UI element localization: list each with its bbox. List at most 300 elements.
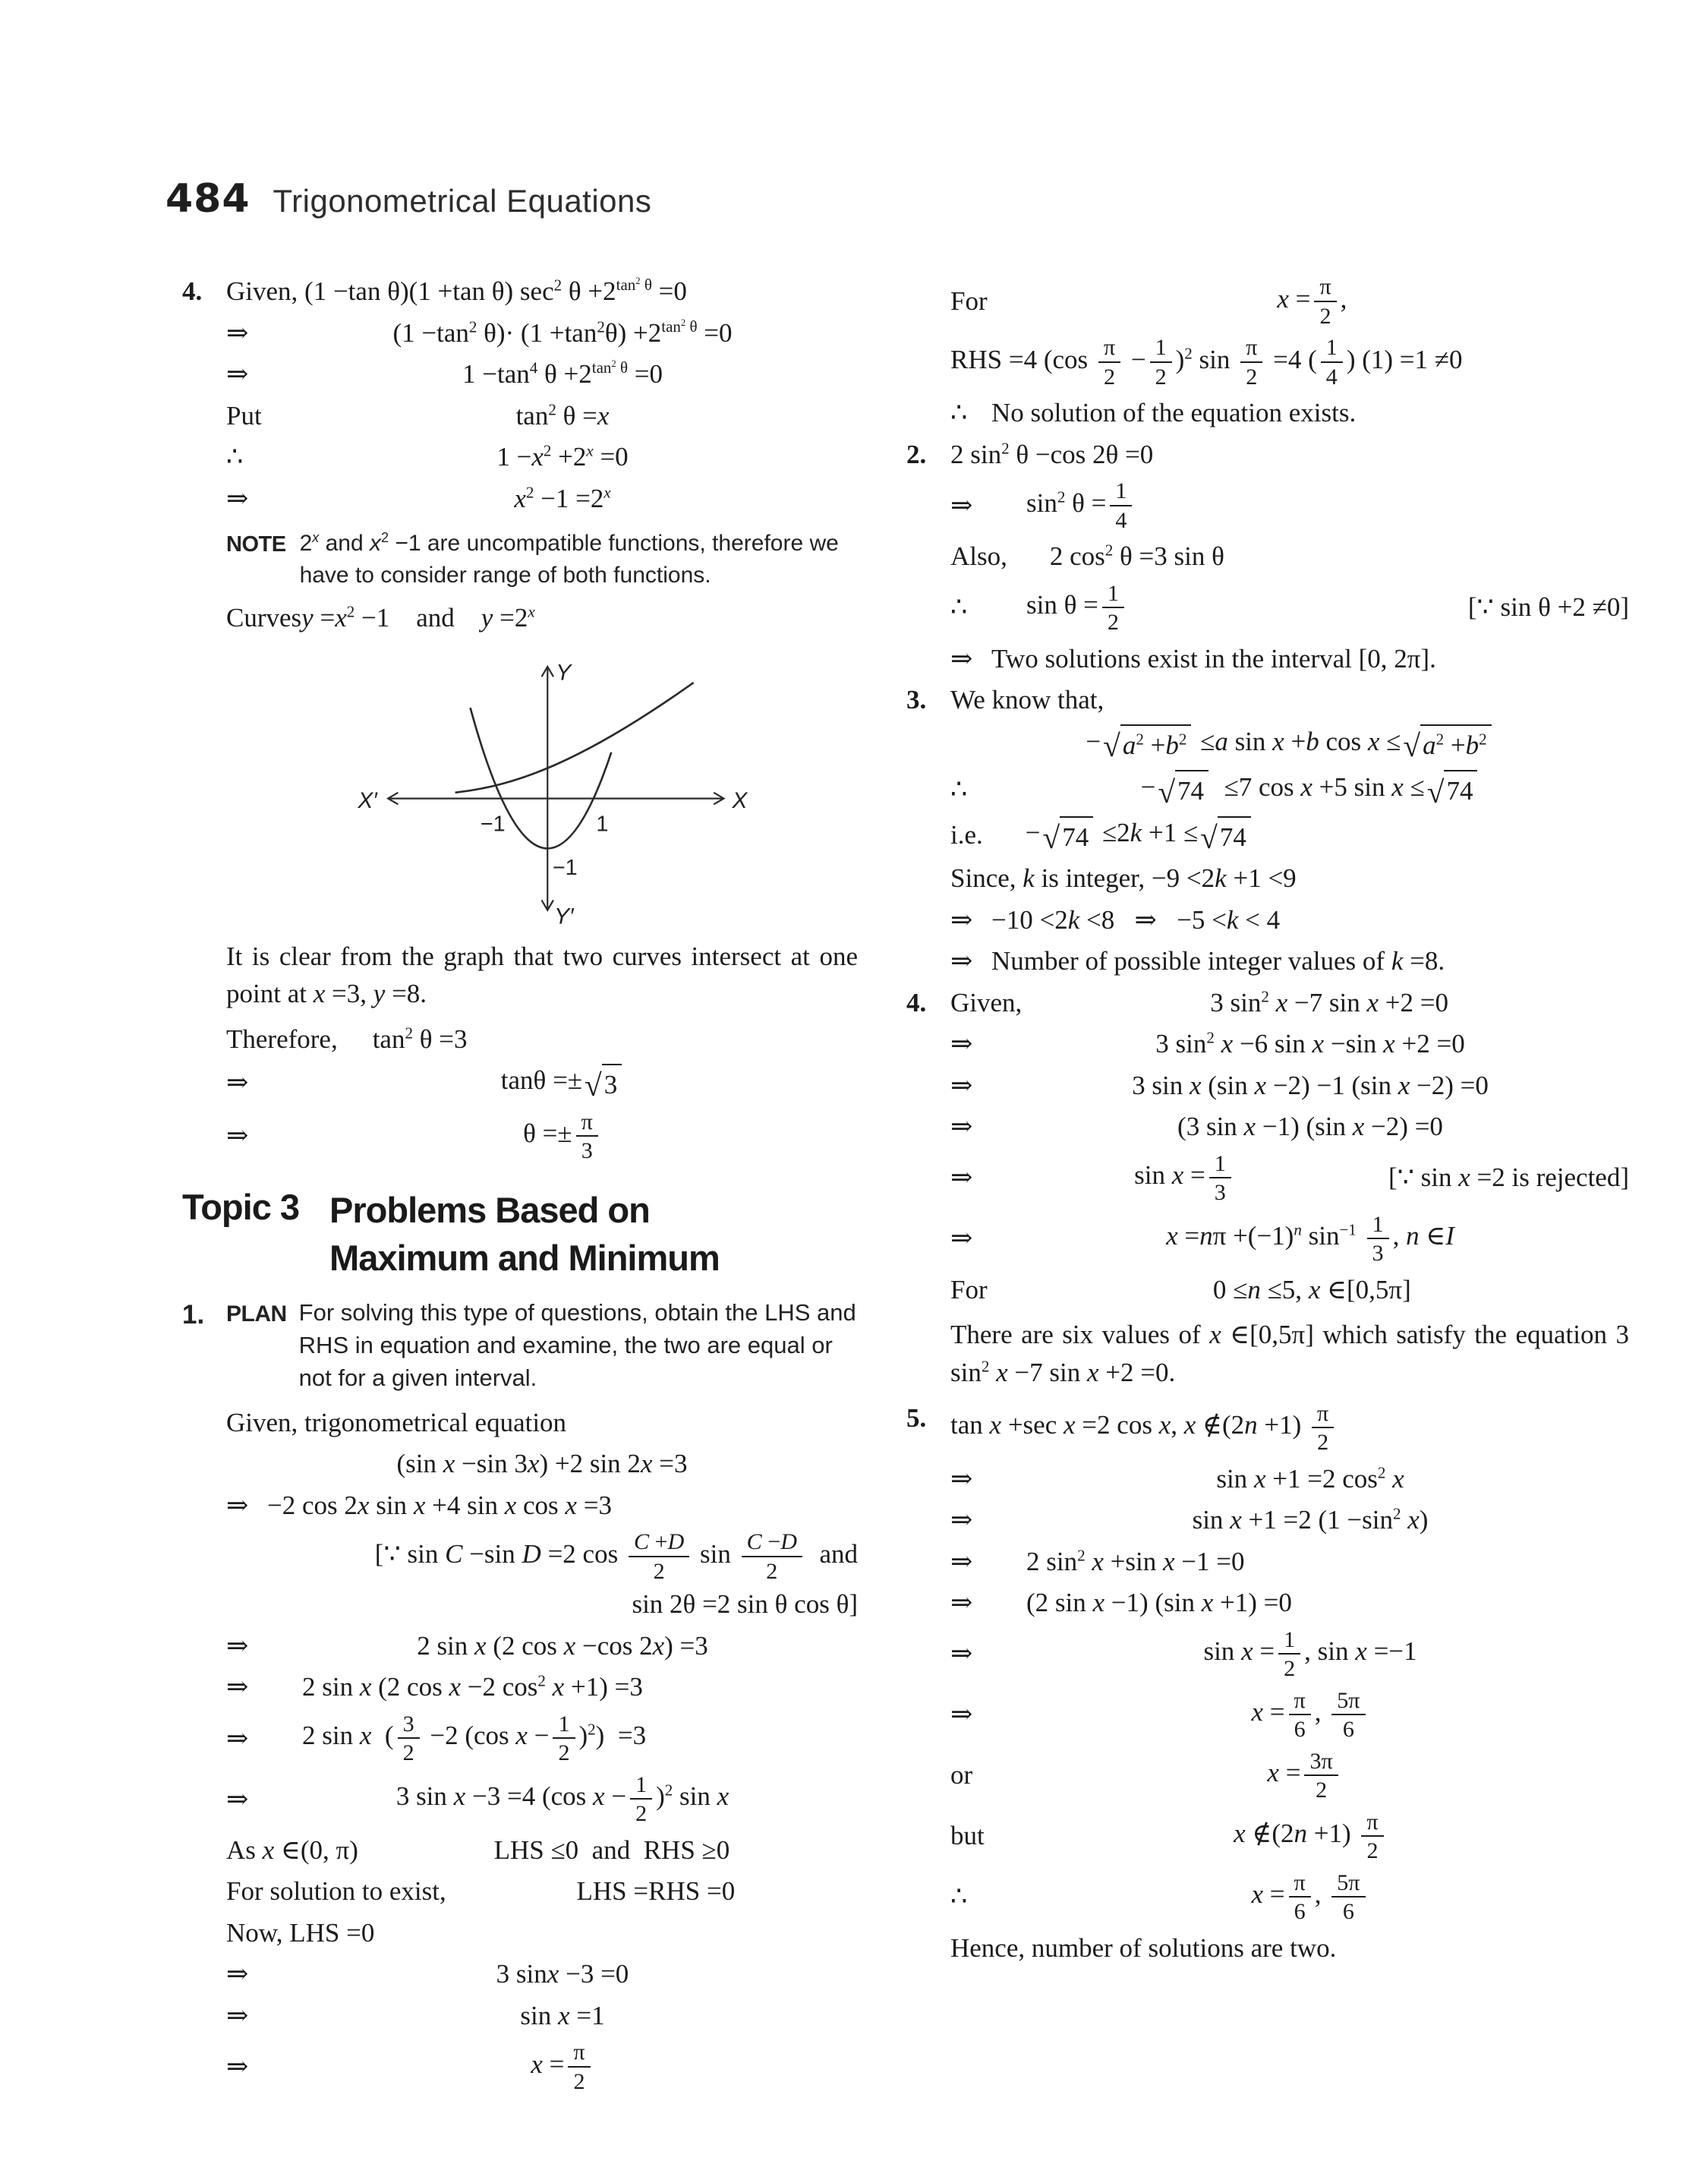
equation-row — [950, 581, 1629, 635]
equation: $1 -x^2 +2^x =0$ — [496, 441, 629, 472]
equation-row — [950, 1870, 1629, 1924]
equation-marker: ⇒ — [226, 1672, 249, 1702]
variable: x — [357, 1490, 370, 1520]
equation: x = $\frac{\pi}{6}$ , $\frac{5\pi}{6}$ — [991, 1688, 1629, 1742]
equation: $y =x^2 -1$ and $y =2^x$ — [301, 602, 535, 633]
variable: I — [1445, 1221, 1454, 1251]
fraction — [1150, 335, 1172, 389]
equation-marker: For solution to exist, — [226, 1876, 446, 1907]
variable: x — [547, 1959, 559, 1989]
equation: x = $\frac{3\pi}{2}$ — [980, 1749, 1629, 1803]
superscript: 2 — [1136, 730, 1144, 749]
equation-row — [226, 1833, 858, 1868]
equation-marker: ⇒ — [950, 1112, 973, 1142]
denominator: 2 — [1284, 1655, 1296, 1682]
variable: x — [514, 483, 526, 513]
equation-marker: or — [950, 1760, 973, 1790]
variable: x — [1171, 1160, 1184, 1191]
radical-sign: √ — [1103, 728, 1120, 764]
denominator: 2 — [635, 1800, 648, 1827]
equation-row — [906, 986, 1629, 1021]
fraction — [1312, 1401, 1334, 1455]
plan-block — [182, 1297, 858, 1394]
radicand: $a^2 +b^2$ — [1120, 724, 1192, 763]
curves-graph — [356, 643, 751, 929]
variable: x — [359, 1721, 372, 1751]
paragraph: It is clear from the graph that two curves intersect at one point at x =3, y =8. — [226, 941, 858, 1009]
equation-row — [226, 357, 858, 392]
radicand: 3 — [602, 1064, 622, 1103]
variable: y — [481, 603, 493, 633]
fraction — [1209, 1151, 1231, 1205]
item-number: 2. — [906, 439, 927, 469]
equation-marker: ⇒ — [950, 1639, 973, 1669]
variable: x — [527, 1449, 540, 1479]
superscript — [1294, 1221, 1302, 1239]
equation-row — [226, 399, 858, 434]
numerator: π — [1098, 335, 1120, 363]
superscript: 2 — [1105, 541, 1114, 560]
equation: LHS ≤0 and RHS ≥0 — [493, 1834, 730, 1865]
equation-marker: ∴ — [950, 398, 968, 427]
superscript: −1 — [1339, 1220, 1357, 1239]
fraction — [742, 1529, 802, 1583]
equation-marker: For — [950, 1274, 988, 1304]
variable: x — [1267, 1758, 1279, 1788]
equation: sin x =1 — [520, 2000, 605, 2030]
equation-row — [226, 1957, 858, 1992]
equation: (2 sin x −1) (sin x +1) =0 — [1026, 1588, 1292, 1618]
fraction — [630, 1772, 652, 1826]
equation-marker: ⇒ — [226, 483, 249, 513]
equation-row — [226, 316, 858, 351]
variable: x — [558, 2000, 570, 2030]
superscript: tan2 θ — [661, 317, 698, 336]
variable: n — [1244, 1410, 1258, 1440]
equation: 3 sin x (sin x −2) −1 (sin x −2) =0 — [1132, 1070, 1489, 1100]
radicand: 74 — [1218, 816, 1251, 855]
variable: x — [1064, 1410, 1076, 1440]
equation-marker: ⇒ — [226, 1723, 249, 1753]
equation-row — [950, 1503, 1629, 1538]
variable: x — [312, 530, 320, 545]
equation-marker: ∴ — [950, 592, 968, 623]
equation-row — [906, 1399, 1629, 1456]
equation: We know that, — [950, 685, 1105, 715]
equation-row — [950, 944, 1629, 979]
variable: x — [1391, 771, 1404, 802]
superscript: 2 — [597, 317, 605, 336]
variable: k — [1226, 904, 1239, 935]
variable: x — [552, 1672, 565, 1702]
variable: x — [1355, 1636, 1367, 1667]
denominator: 2 — [573, 2068, 585, 2094]
equation-row — [226, 481, 858, 516]
denominator: 6 — [1342, 1898, 1354, 1925]
equation-marker: ⇒ — [950, 1070, 973, 1100]
variable: x — [593, 1781, 605, 1812]
superscript: 2 — [468, 317, 477, 336]
radical — [1158, 770, 1209, 809]
numerator: π — [576, 1109, 598, 1137]
equation-note: [∵ sin x =2 is rejected] — [1388, 1162, 1629, 1193]
note-text: 2$^x$ and $x^2 -1$ are uncompatible functions, therefore we have to consider range of both functions. — [299, 530, 839, 588]
page-header — [165, 176, 651, 222]
superscript: 2 — [553, 276, 563, 295]
variable: x — [652, 1630, 665, 1661]
equation-row — [226, 1998, 858, 2033]
equation: $\tan^2 \theta =x$ — [515, 399, 610, 431]
variable: x — [1189, 1070, 1202, 1100]
variable: x — [1352, 1112, 1365, 1142]
radical-sign: √ — [1200, 819, 1218, 855]
denominator: 2 — [558, 1740, 570, 1766]
y-prime-label: Y′ — [554, 903, 574, 929]
equation: 2 $\sin^2 \theta -\cos$ 2θ =0 — [950, 438, 1154, 469]
variable: D — [522, 1538, 541, 1569]
superscript: 2 — [543, 441, 552, 460]
denominator: 2 — [766, 1557, 778, 1584]
radical — [1200, 816, 1251, 855]
variable: C — [633, 1528, 650, 1555]
superscript: 2 — [635, 276, 641, 287]
equation-row — [226, 2039, 858, 2093]
superscript: tan2 θ — [591, 358, 629, 377]
equation: tanθ =± √ 3 — [267, 1063, 858, 1102]
denominator: 6 — [1294, 1716, 1306, 1743]
equation-marker: ⇒ — [950, 1223, 973, 1254]
equation: Since, k is integer, −9 <2k +1 <9 — [950, 863, 1297, 894]
denominator: 6 — [1342, 1716, 1354, 1743]
variable: x — [443, 1449, 455, 1479]
variable: b — [1165, 730, 1179, 761]
variable: x — [474, 1630, 487, 1661]
equation-marker: ⇒ — [226, 1630, 249, 1661]
variable: x — [1458, 1162, 1470, 1193]
equation-row — [226, 1109, 858, 1163]
variable: x — [1221, 1029, 1234, 1059]
variable: x — [1272, 726, 1284, 756]
equation-marker: ⇒ — [950, 490, 973, 520]
variable: x — [1308, 1274, 1321, 1304]
denominator: 2 — [1155, 363, 1167, 390]
equation-marker: ⇒ — [226, 359, 249, 389]
equation: Given, trigonometrical equation — [226, 1407, 567, 1437]
equation-marker: ⇒ — [226, 1959, 249, 1989]
plan-text: For solving this type of questions, obtain the LHS and RHS in equation and examine, the two are equal or not for a given interval. — [298, 1299, 856, 1391]
equation: (sin x −sin 3x) +2 sin 2x =3 — [396, 1449, 688, 1479]
variable: a — [1423, 730, 1436, 761]
variable: x — [1367, 726, 1380, 756]
equation-row — [950, 815, 1629, 854]
equation-marker: Curves — [226, 603, 302, 633]
equation: sin x = $\frac{1}{3}$ — [991, 1151, 1378, 1205]
equation-row — [950, 1151, 1629, 1205]
equation: $\sin^2 \theta$ = $\frac{1}{4}$ — [991, 478, 1629, 532]
equation: $\tan^2 \theta =3$ — [372, 1024, 468, 1054]
equation-row — [226, 1063, 858, 1102]
variable: x — [1158, 1410, 1171, 1440]
variable: x — [1254, 1070, 1267, 1100]
denominator: 2 — [1107, 609, 1119, 635]
equation-row — [226, 440, 858, 475]
equation: $1 -\tan^4$ $\theta +2^{tan^2 \theta} =0$ — [462, 358, 663, 389]
numerator: π — [568, 2039, 590, 2068]
numerator: 1 — [553, 1711, 575, 1740]
numerator: 1 — [1150, 335, 1172, 363]
fraction — [1304, 1749, 1338, 1803]
variable: x — [1209, 1320, 1221, 1350]
equation: 3 $\sin^2 x -7$ sin x +2 =0 — [1210, 987, 1449, 1017]
equation: 2 sin x (2 cos x −2 $\cos^2 x +1) =3$ — [302, 1671, 643, 1702]
radical-sign: √ — [585, 1068, 602, 1103]
equation: −2 cos 2x sin x +4 sin x cos x =3 — [267, 1490, 612, 1520]
radical-sign: √ — [1042, 819, 1060, 855]
variable: x — [335, 603, 347, 633]
variable: x — [1243, 1112, 1256, 1142]
variable: x — [1407, 1505, 1420, 1535]
superscript: 4 — [529, 358, 538, 377]
equation: sin x +1 =2 ($1 -\sin^2$ x) — [1192, 1504, 1429, 1535]
superscript: 2 — [1377, 1462, 1386, 1481]
equation-marker: ⇒ — [950, 1588, 973, 1618]
equation-row — [950, 861, 1629, 896]
topic-heading — [182, 1186, 858, 1282]
variable: b — [1465, 730, 1480, 761]
equation-row — [950, 1109, 1629, 1144]
superscript: 2 — [405, 1024, 413, 1043]
denominator: 2 — [1316, 1777, 1328, 1803]
page-title: Trigonometrical Equations — [273, 183, 652, 219]
topic-title-line2: Maximum and Minimum — [329, 1238, 720, 1279]
equation-marker: ∴ — [226, 442, 244, 472]
variable: x — [504, 1490, 517, 1520]
equation: tan x +sec x =2 cos x, x ∉(2n +1) $\frac{\pi}{2}$ — [950, 1401, 1629, 1455]
superscript: 2 — [1479, 730, 1487, 749]
equation: sin θ = $\frac{1}{2}$ — [991, 581, 1457, 635]
variable: x — [717, 1781, 730, 1812]
numerator: π — [1240, 335, 1262, 363]
variable: x — [563, 1630, 576, 1661]
numerator: 1 — [630, 1772, 652, 1800]
variable: n — [1247, 1274, 1261, 1304]
superscript: 2 — [548, 399, 556, 418]
denominator: 2 — [1366, 1838, 1379, 1864]
superscript: 2 — [588, 1720, 596, 1739]
equation-row — [950, 1212, 1629, 1266]
equation-row — [906, 683, 1629, 718]
equation: Number of possible integer values of k =8. — [991, 946, 1445, 976]
variable: x — [603, 482, 611, 501]
numerator: π — [1312, 1401, 1334, 1429]
equation-marker: ∴ — [950, 1882, 968, 1912]
superscript: 2 — [1057, 487, 1066, 506]
variable: a — [1215, 726, 1228, 756]
equation: x = $\frac{\pi}{2}$ — [267, 2039, 858, 2093]
equation-row — [950, 642, 1629, 677]
variable: x — [369, 531, 381, 556]
fraction — [1331, 1870, 1365, 1924]
tick-label-y-minus1: −1 — [552, 855, 578, 880]
variable: x — [1183, 1410, 1196, 1440]
variable: x — [1163, 1546, 1175, 1576]
radical-sign: √ — [1158, 774, 1175, 809]
variable: a — [1122, 730, 1136, 761]
equation: $x^2 -1 =2^x$ — [514, 482, 611, 513]
denominator: 2 — [653, 1557, 665, 1584]
equation-marker: ⇒ — [950, 1546, 973, 1576]
equation-marker: Put — [226, 400, 262, 431]
equation-row — [950, 1544, 1629, 1579]
fraction — [629, 1529, 689, 1583]
equation: x = $\frac{\pi}{2}$ , — [1277, 273, 1347, 329]
numerator: 1 — [1278, 1627, 1300, 1655]
superscript: 2 — [1178, 730, 1187, 749]
numerator: 3 — [398, 1711, 420, 1740]
superscript: 2 — [346, 602, 355, 621]
equation: LHS =RHS =0 — [576, 1876, 736, 1907]
equation: (3 sin x −1) (sin x −2) =0 — [1177, 1112, 1443, 1142]
equation-marker: ⇒ — [226, 2052, 249, 2082]
variable: D — [667, 1528, 685, 1555]
equation: − √ 74 ≤2k +1 ≤ √ 74 — [991, 815, 1629, 854]
superscript: 2 — [1206, 1028, 1215, 1047]
superscript: 2 — [380, 530, 389, 545]
item-number: 5. — [906, 1402, 927, 1433]
equation-marker: As x ∈(0, π) — [226, 1834, 358, 1865]
equation-row — [226, 1488, 858, 1523]
denominator: 3 — [1372, 1240, 1384, 1267]
numerator: 1 — [1367, 1212, 1389, 1240]
equation-row — [950, 1688, 1629, 1742]
item-number: 3. — [906, 685, 927, 715]
superscript — [312, 530, 319, 545]
equation-row — [950, 1627, 1629, 1681]
equation-row — [226, 1711, 858, 1765]
variable: x — [1275, 987, 1288, 1017]
variable: k — [1215, 863, 1227, 894]
topic-title — [329, 1186, 720, 1282]
variable: n — [1294, 1819, 1307, 1849]
variable: k — [1391, 946, 1404, 976]
variable: x — [1092, 1546, 1104, 1576]
topic-label: Topic 3 — [182, 1186, 300, 1227]
variable: x — [640, 1449, 653, 1479]
equation-marker: ⇒ — [226, 1068, 249, 1098]
variable: x — [1383, 1029, 1395, 1059]
equation-row — [226, 1022, 858, 1057]
equation: sin 2θ =2 sin θ cos θ] — [632, 1589, 858, 1620]
equation-row — [950, 335, 1629, 389]
denominator: 6 — [1294, 1898, 1306, 1925]
equation-marker: ⇒ — [226, 1490, 249, 1520]
right-column — [906, 267, 1629, 2100]
variable: x — [1300, 771, 1313, 802]
superscript: 2 — [1077, 1545, 1086, 1564]
equation-marker: ⇒ — [226, 317, 249, 348]
equation: − √ $a^2 +b^2$ ≤a sin x +b cos x ≤ √ $a^2 +b^2$ — [950, 724, 1629, 763]
fraction — [568, 2039, 590, 2093]
equation: 2 $\sin^2 x +\sin$ x −1 =0 — [1026, 1545, 1245, 1576]
variable: x — [1251, 1879, 1264, 1910]
equation: 2 sin x ( $\frac{3}{2}$ −2 (cos x − $\frac{1}{2}$ )$^2$) =3 — [302, 1710, 647, 1766]
superscript — [586, 441, 593, 459]
variable: x — [1230, 1505, 1242, 1535]
equation: 3 sinx −3 =0 — [496, 1959, 629, 1989]
variable: n — [1199, 1221, 1213, 1251]
equation-marker: ⇒ — [950, 946, 973, 976]
equation-row — [950, 478, 1629, 532]
equation-row — [182, 274, 858, 309]
equation-row — [226, 1670, 858, 1705]
variable: b — [1306, 726, 1319, 756]
equation: x = $\frac{\pi}{6}$ , $\frac{5\pi}{6}$ — [991, 1870, 1629, 1924]
item-number: 1. — [182, 1300, 205, 1330]
fraction — [1098, 335, 1120, 389]
superscript — [603, 483, 610, 501]
equation-row — [226, 1529, 858, 1583]
fraction — [553, 1711, 575, 1765]
equation-row — [226, 1629, 858, 1664]
denominator: 2 — [1319, 302, 1331, 329]
variable: x — [1398, 1070, 1410, 1100]
equation: 3 sin x −3 =4 (cos x − $\frac{1}{2}$ )$^2$ sin x — [395, 1771, 730, 1827]
equation-row — [950, 396, 1629, 431]
numerator: 1 — [1321, 335, 1343, 363]
superscript: 2 — [525, 482, 534, 501]
fraction — [1289, 1870, 1311, 1924]
equation-marker: ⇒ — [950, 643, 973, 674]
x-axis-label: X — [732, 787, 748, 813]
equation: 2 $\cos^2 \theta =3$ sin θ — [1049, 541, 1224, 571]
equation-row — [950, 1931, 1629, 1966]
equation: Hence, number of solutions are two. — [950, 1932, 1337, 1963]
y-axis-label: Y — [556, 660, 572, 686]
variable: k — [1023, 863, 1035, 894]
variable: k — [1130, 817, 1142, 847]
equation-marker: ⇒ — [226, 2000, 249, 2030]
variable: x — [359, 1672, 372, 1702]
variable: x — [989, 1410, 1002, 1440]
fraction — [1289, 1688, 1311, 1742]
equation: Now, LHS =0 — [226, 1917, 375, 1948]
equation-row — [950, 539, 1629, 574]
variable: x — [1277, 283, 1289, 314]
variable: x — [1312, 1029, 1325, 1059]
variable: x — [413, 1490, 426, 1520]
numerator: 1 — [1102, 581, 1124, 609]
numerator: 5π — [1331, 1688, 1365, 1716]
equation: $x =n\pi +(-1)^n$ $\sin^{-1}$ $\frac{1}{3}$ , n ∈I — [1166, 1210, 1454, 1267]
fraction — [1321, 335, 1343, 389]
equation-row — [950, 1027, 1629, 1062]
fraction — [1240, 335, 1262, 389]
radicand: 74 — [1175, 770, 1209, 809]
left-column — [182, 267, 858, 2100]
equation-marker: For — [950, 285, 988, 316]
exponential-curve — [455, 682, 694, 792]
radical-sign: √ — [1403, 728, 1421, 764]
tick-label-minus1: −1 — [480, 812, 506, 837]
variable: y — [301, 603, 314, 633]
equation-marker: ⇒ — [226, 1784, 249, 1814]
equation-marker: ⇒ — [226, 1121, 249, 1151]
numerator: 5π — [1331, 1870, 1365, 1898]
superscript: 2 — [1184, 343, 1193, 362]
variable: x — [1392, 1463, 1404, 1494]
tick-label-1: 1 — [596, 812, 609, 837]
page-number: 484 — [165, 176, 251, 222]
